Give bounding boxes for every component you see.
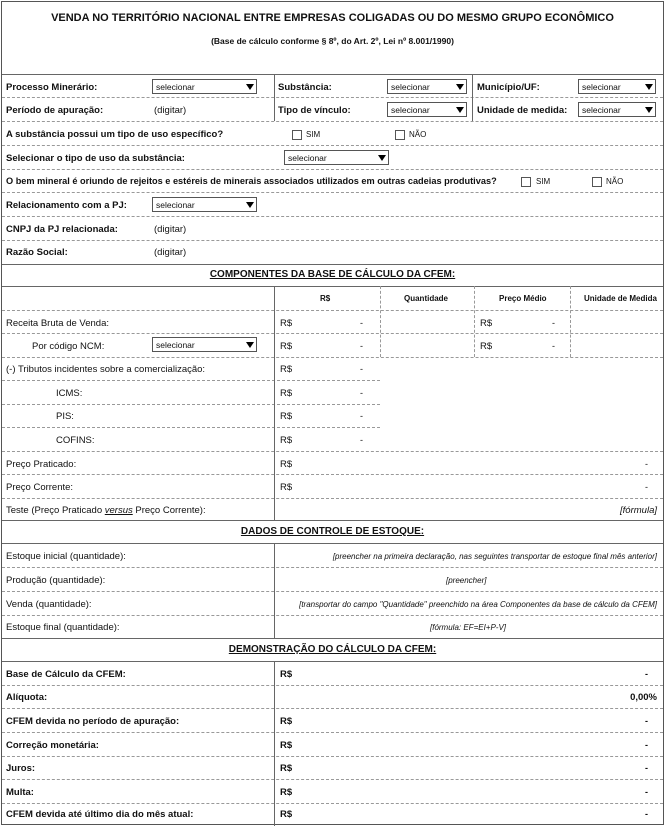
estoque-final-note: [fórmula: EF=EI+P-V]: [430, 623, 507, 632]
estoque-heading: DADOS DE CONTROLE DE ESTOQUE:: [240, 526, 425, 537]
aliquota-label: Alíquota:: [6, 692, 48, 703]
col-preco-header: Preço Médio: [499, 294, 547, 303]
cnpj-input[interactable]: (digitar): [154, 224, 187, 235]
substancia-select[interactable]: selecionar: [387, 79, 467, 94]
producao-note[interactable]: [preencher]: [446, 576, 487, 585]
juros-currency: R$: [280, 763, 293, 774]
rejeitos-sim-checkbox[interactable]: [521, 177, 531, 187]
venda-note: [transportar do campo "Quantidade" preenchido na área Componentes da base de cálculo da CFEM]: [299, 600, 657, 609]
tributos-rs-currency: R$: [280, 364, 293, 375]
preco-praticado-label: Preço Praticado:: [6, 459, 77, 470]
ncm-preco-currency: R$: [480, 341, 493, 352]
juros-label: Juros:: [6, 763, 36, 774]
chevron-down-icon: [378, 155, 386, 161]
razao-label: Razão Social:: [6, 247, 68, 258]
municipio-select[interactable]: selecionar: [578, 79, 656, 94]
unidade-select[interactable]: selecionar: [578, 102, 656, 117]
rejeitos-label: O bem mineral é oriundo de rejeitos e estéreis de minerais associados utilizados em outras cadeias produtivas?: [6, 176, 497, 186]
correcao-label: Correção monetária:: [6, 740, 99, 751]
tipo-vinculo-label: Tipo de vínculo:: [278, 105, 351, 116]
receita-preco-value[interactable]: -: [552, 318, 555, 328]
pis-label: PIS:: [56, 411, 74, 422]
uso-especifico-label: A substância possui um tipo de uso específico?: [6, 129, 224, 140]
aliquota-value: 0,00%: [630, 692, 657, 703]
ncm-label: Por código NCM:: [32, 341, 105, 352]
tipo-vinculo-select[interactable]: selecionar: [387, 102, 467, 117]
demonstracao-heading: DEMONSTRAÇÃO DO CÁLCULO DA CFEM:: [228, 644, 437, 655]
icms-label: ICMS:: [56, 388, 83, 399]
unidade-label: Unidade de medida:: [477, 105, 568, 116]
multa-label: Multa:: [6, 787, 34, 798]
periodo-input[interactable]: (digitar): [154, 105, 187, 116]
icms-rs-currency: R$: [280, 388, 293, 399]
uso-sim-checkbox[interactable]: [292, 130, 302, 140]
rejeitos-nao-label: NÃO: [606, 177, 624, 186]
cfem-ultimo-dia-label: CFEM devida até último dia do mês atual:: [6, 809, 194, 820]
relacionamento-select[interactable]: selecionar: [152, 197, 257, 212]
preco-praticado-currency: R$: [280, 459, 293, 470]
chevron-down-icon: [645, 107, 653, 113]
correcao-currency: R$: [280, 740, 293, 751]
receita-rs-value[interactable]: -: [360, 318, 363, 328]
ncm-select[interactable]: selecionar: [152, 337, 257, 352]
tipo-uso-select[interactable]: selecionar: [284, 150, 389, 165]
cfem-devida-label: CFEM devida no período de apuração:: [6, 716, 180, 727]
juros-value: -: [645, 763, 648, 773]
estoque-inicial-label: Estoque inicial (quantidade):: [6, 551, 126, 562]
uso-nao-label: NÃO: [409, 130, 427, 139]
processo-label: Processo Minerário:: [6, 82, 98, 93]
producao-label: Produção (quantidade):: [6, 575, 106, 586]
relacionamento-label: Relacionamento com a PJ:: [6, 200, 127, 211]
cfem-devida-value: -: [645, 716, 648, 726]
preco-corrente-currency: R$: [280, 482, 293, 493]
cfem-ultimo-dia-currency: R$: [280, 809, 293, 820]
ncm-preco-value[interactable]: -: [552, 341, 555, 351]
col-quantidade-header: Quantidade: [404, 294, 449, 303]
processo-select[interactable]: selecionar: [152, 79, 257, 94]
tributos-rs-value[interactable]: -: [360, 364, 363, 374]
pis-rs-currency: R$: [280, 411, 293, 422]
preco-corrente-label: Preço Corrente:: [6, 482, 74, 493]
multa-value: -: [645, 787, 648, 797]
teste-formula: [fórmula]: [620, 505, 657, 516]
preco-praticado-value[interactable]: -: [645, 459, 648, 469]
chevron-down-icon: [645, 84, 653, 90]
municipio-label: Município/UF:: [477, 82, 540, 93]
rejeitos-nao-checkbox[interactable]: [592, 177, 602, 187]
chevron-down-icon: [246, 342, 254, 348]
rejeitos-sim-label: SIM: [536, 177, 551, 186]
cofins-rs-currency: R$: [280, 435, 293, 446]
uso-nao-checkbox[interactable]: [395, 130, 405, 140]
tributos-label: (-) Tributos incidentes sobre a comercialização:: [6, 364, 206, 375]
form-subtitle: (Base de cálculo conforme § 8º, do Art. 2º, Lei nº 8.001/1990): [211, 36, 454, 46]
receita-preco-currency: R$: [480, 318, 493, 329]
receita-rs-currency: R$: [280, 318, 293, 329]
form-title: VENDA NO TERRITÓRIO NACIONAL ENTRE EMPRESAS COLIGADAS OU DO MESMO GRUPO ECONÔMICO: [51, 12, 614, 24]
periodo-label: Período de apuração:: [6, 105, 104, 116]
componentes-heading: COMPONENTES DA BASE DE CÁLCULO DA CFEM:: [209, 269, 456, 280]
substancia-label: Substância:: [278, 82, 332, 93]
teste-label: Teste (Preço Praticado versus Preço Corrente):: [6, 505, 206, 516]
chevron-down-icon: [456, 107, 464, 113]
chevron-down-icon: [246, 202, 254, 208]
estoque-inicial-note[interactable]: [preencher na primeira declaração, nas seguintes transportar de estoque final mês anterior]: [332, 552, 657, 561]
base-calculo-currency: R$: [280, 669, 293, 680]
multa-currency: R$: [280, 787, 293, 798]
base-calculo-label: Base de Cálculo da CFEM:: [6, 669, 126, 680]
cofins-rs-value[interactable]: -: [360, 435, 363, 445]
venda-label: Venda (quantidade):: [6, 599, 92, 610]
ncm-rs-value[interactable]: -: [360, 341, 363, 351]
razao-input[interactable]: (digitar): [154, 247, 187, 258]
uso-sim-label: SIM: [306, 130, 321, 139]
base-calculo-value: -: [645, 669, 648, 679]
col-unidade-header: Unidade de Medida: [584, 294, 657, 303]
icms-rs-value[interactable]: -: [360, 388, 363, 398]
estoque-final-label: Estoque final (quantidade):: [6, 622, 120, 633]
receita-label: Receita Bruta de Venda:: [6, 318, 109, 329]
form-page: [1, 1, 664, 825]
preco-corrente-value[interactable]: -: [645, 482, 648, 492]
col-rs-header: R$: [320, 294, 331, 303]
pis-rs-value[interactable]: -: [360, 411, 363, 421]
cnpj-label: CNPJ da PJ relacionada:: [6, 224, 118, 235]
cfem-devida-currency: R$: [280, 716, 293, 727]
ncm-rs-currency: R$: [280, 341, 293, 352]
cfem-ultimo-dia-value: -: [645, 809, 648, 819]
cofins-label: COFINS:: [56, 435, 95, 446]
tipo-uso-label: Selecionar o tipo de uso da substância:: [6, 153, 185, 164]
correcao-value: -: [645, 740, 648, 750]
chevron-down-icon: [246, 84, 254, 90]
chevron-down-icon: [456, 84, 464, 90]
